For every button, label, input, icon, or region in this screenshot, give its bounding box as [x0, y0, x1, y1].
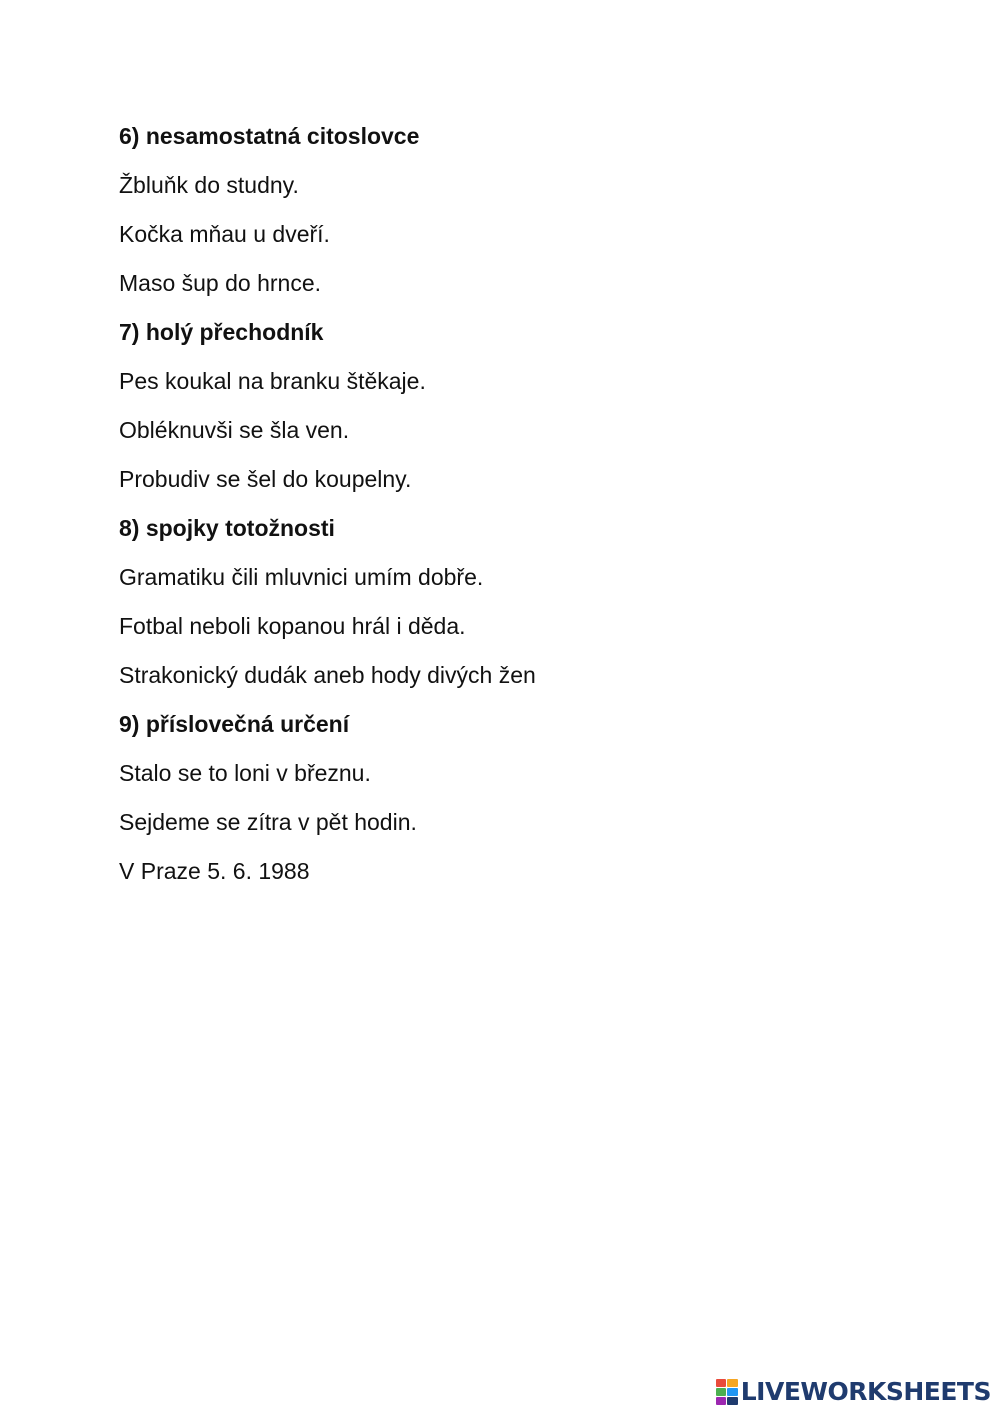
liveworksheets-logo	[716, 1377, 991, 1407]
example-sentence: Stalo se to loni v březnu.	[119, 760, 371, 786]
worksheet-content	[119, 118, 879, 902]
section-heading-8: 8) spojky totožnosti	[119, 515, 335, 541]
example-sentence: Fotbal neboli kopanou hrál i děda.	[119, 613, 466, 639]
example-sentence: Pes koukal na branku štěkaje.	[119, 368, 426, 394]
section-heading-6: 6) nesamostatná citoslovce	[119, 123, 420, 149]
example-sentence: V Praze 5. 6. 1988	[119, 858, 310, 884]
example-sentence: Gramatiku čili mluvnici umím dobře.	[119, 564, 484, 590]
example-sentence: Strakonický dudák aneb hody divých žen	[119, 662, 536, 688]
example-sentence: Maso šup do hrnce.	[119, 270, 322, 296]
example-sentence: Kočka mňau u dveří.	[119, 221, 330, 247]
example-sentence: Obléknuvši se šla ven.	[119, 417, 350, 443]
example-sentence: Sejdeme se zítra v pět hodin.	[119, 809, 417, 835]
brand-name: LIVEWORKSHEETS	[740, 1377, 991, 1406]
liveworksheets-logo-icon	[716, 1379, 738, 1406]
section-heading-7: 7) holý přechodník	[119, 319, 324, 345]
example-sentence: Žbluňk do studny.	[119, 172, 299, 198]
section-heading-9: 9) příslovečná určení	[119, 711, 350, 737]
example-sentence: Probudiv se šel do koupelny.	[119, 466, 412, 492]
